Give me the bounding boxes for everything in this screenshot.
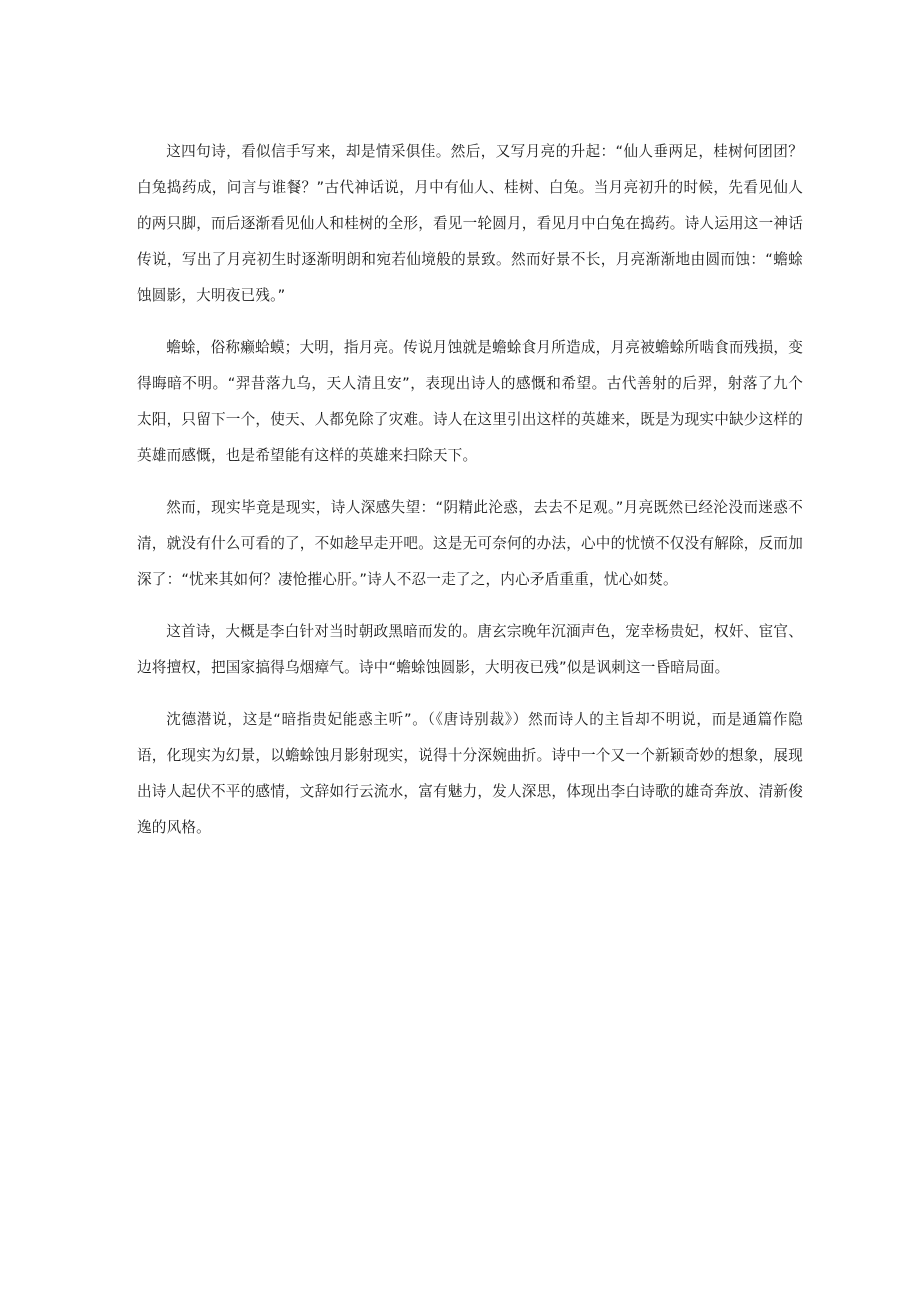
document-body	[137, 134, 803, 862]
paragraph-4: 这首诗，大概是李白针对当时朝政黑暗而发的。唐玄宗晚年沉湎声色，宠幸杨贵妃，权奸、宦官、边将擅权，把国家搞得乌烟瘴气。诗中“蟾蜍蚀圆影，大明夜已残”似是讽刺这一昏暗局面。	[137, 623, 803, 676]
paragraph-5: 沈德潜说，这是“暗指贵妃能惑主听”。（《唐诗别裁》）然而诗人的主旨却不明说，而是通篇作隐语，化现实为幻景，以蟾蜍蚀月影射现实，说得十分深婉曲折。诗中一个又一个新颖奇妙的想象，展现出诗人起伏不平的感情，文辞如行云流水，富有魅力，发人深思，体现出李白诗歌的雄奇奔放、清新俊逸的风格。	[137, 711, 803, 836]
paragraph-3: 然而，现实毕竟是现实，诗人深感失望：“阴精此沦惑，去去不足观。”月亮既然已经沦没而迷惑不清，就没有什么可看的了，不如趁早走开吧。这是无可奈何的办法，心中的忧愤不仅没有解除，反而加深了：“忧来其如何？凄怆摧心肝。”诗人不忍一走了之，内心矛盾重重，忧心如焚。	[137, 499, 803, 588]
paragraph-1: 这四句诗，看似信手写来，却是情采俱佳。然后，又写月亮的升起：“仙人垂两足，桂树何团团？白兔捣药成，问言与谁餐？”古代神话说，月中有仙人、桂树、白兔。当月亮初升的时候，先看见仙人的两只脚，而后逐渐看见仙人和桂树的全形，看见一轮圆月，看见月中白兔在捣药。诗人运用这一神话传说，写出了月亮初生时逐渐明朗和宛若仙境般的景致。然而好景不长，月亮渐渐地由圆而蚀：“蟾蜍蚀圆影，大明夜已残。”	[137, 143, 803, 304]
paragraph-2: 蟾蜍，俗称癞蛤蟆；大明，指月亮。传说月蚀就是蟾蜍食月所造成，月亮被蟾蜍所啮食而残损，变得晦暗不明。“羿昔落九乌，天人清且安”，表现出诗人的感慨和希望。古代善射的后羿，射落了九个太阳，只留下一个，使天、人都免除了灾难。诗人在这里引出这样的英雄来，既是为现实中缺少这样的英雄而感慨，也是希望能有这样的英雄来扫除天下。	[137, 339, 803, 464]
